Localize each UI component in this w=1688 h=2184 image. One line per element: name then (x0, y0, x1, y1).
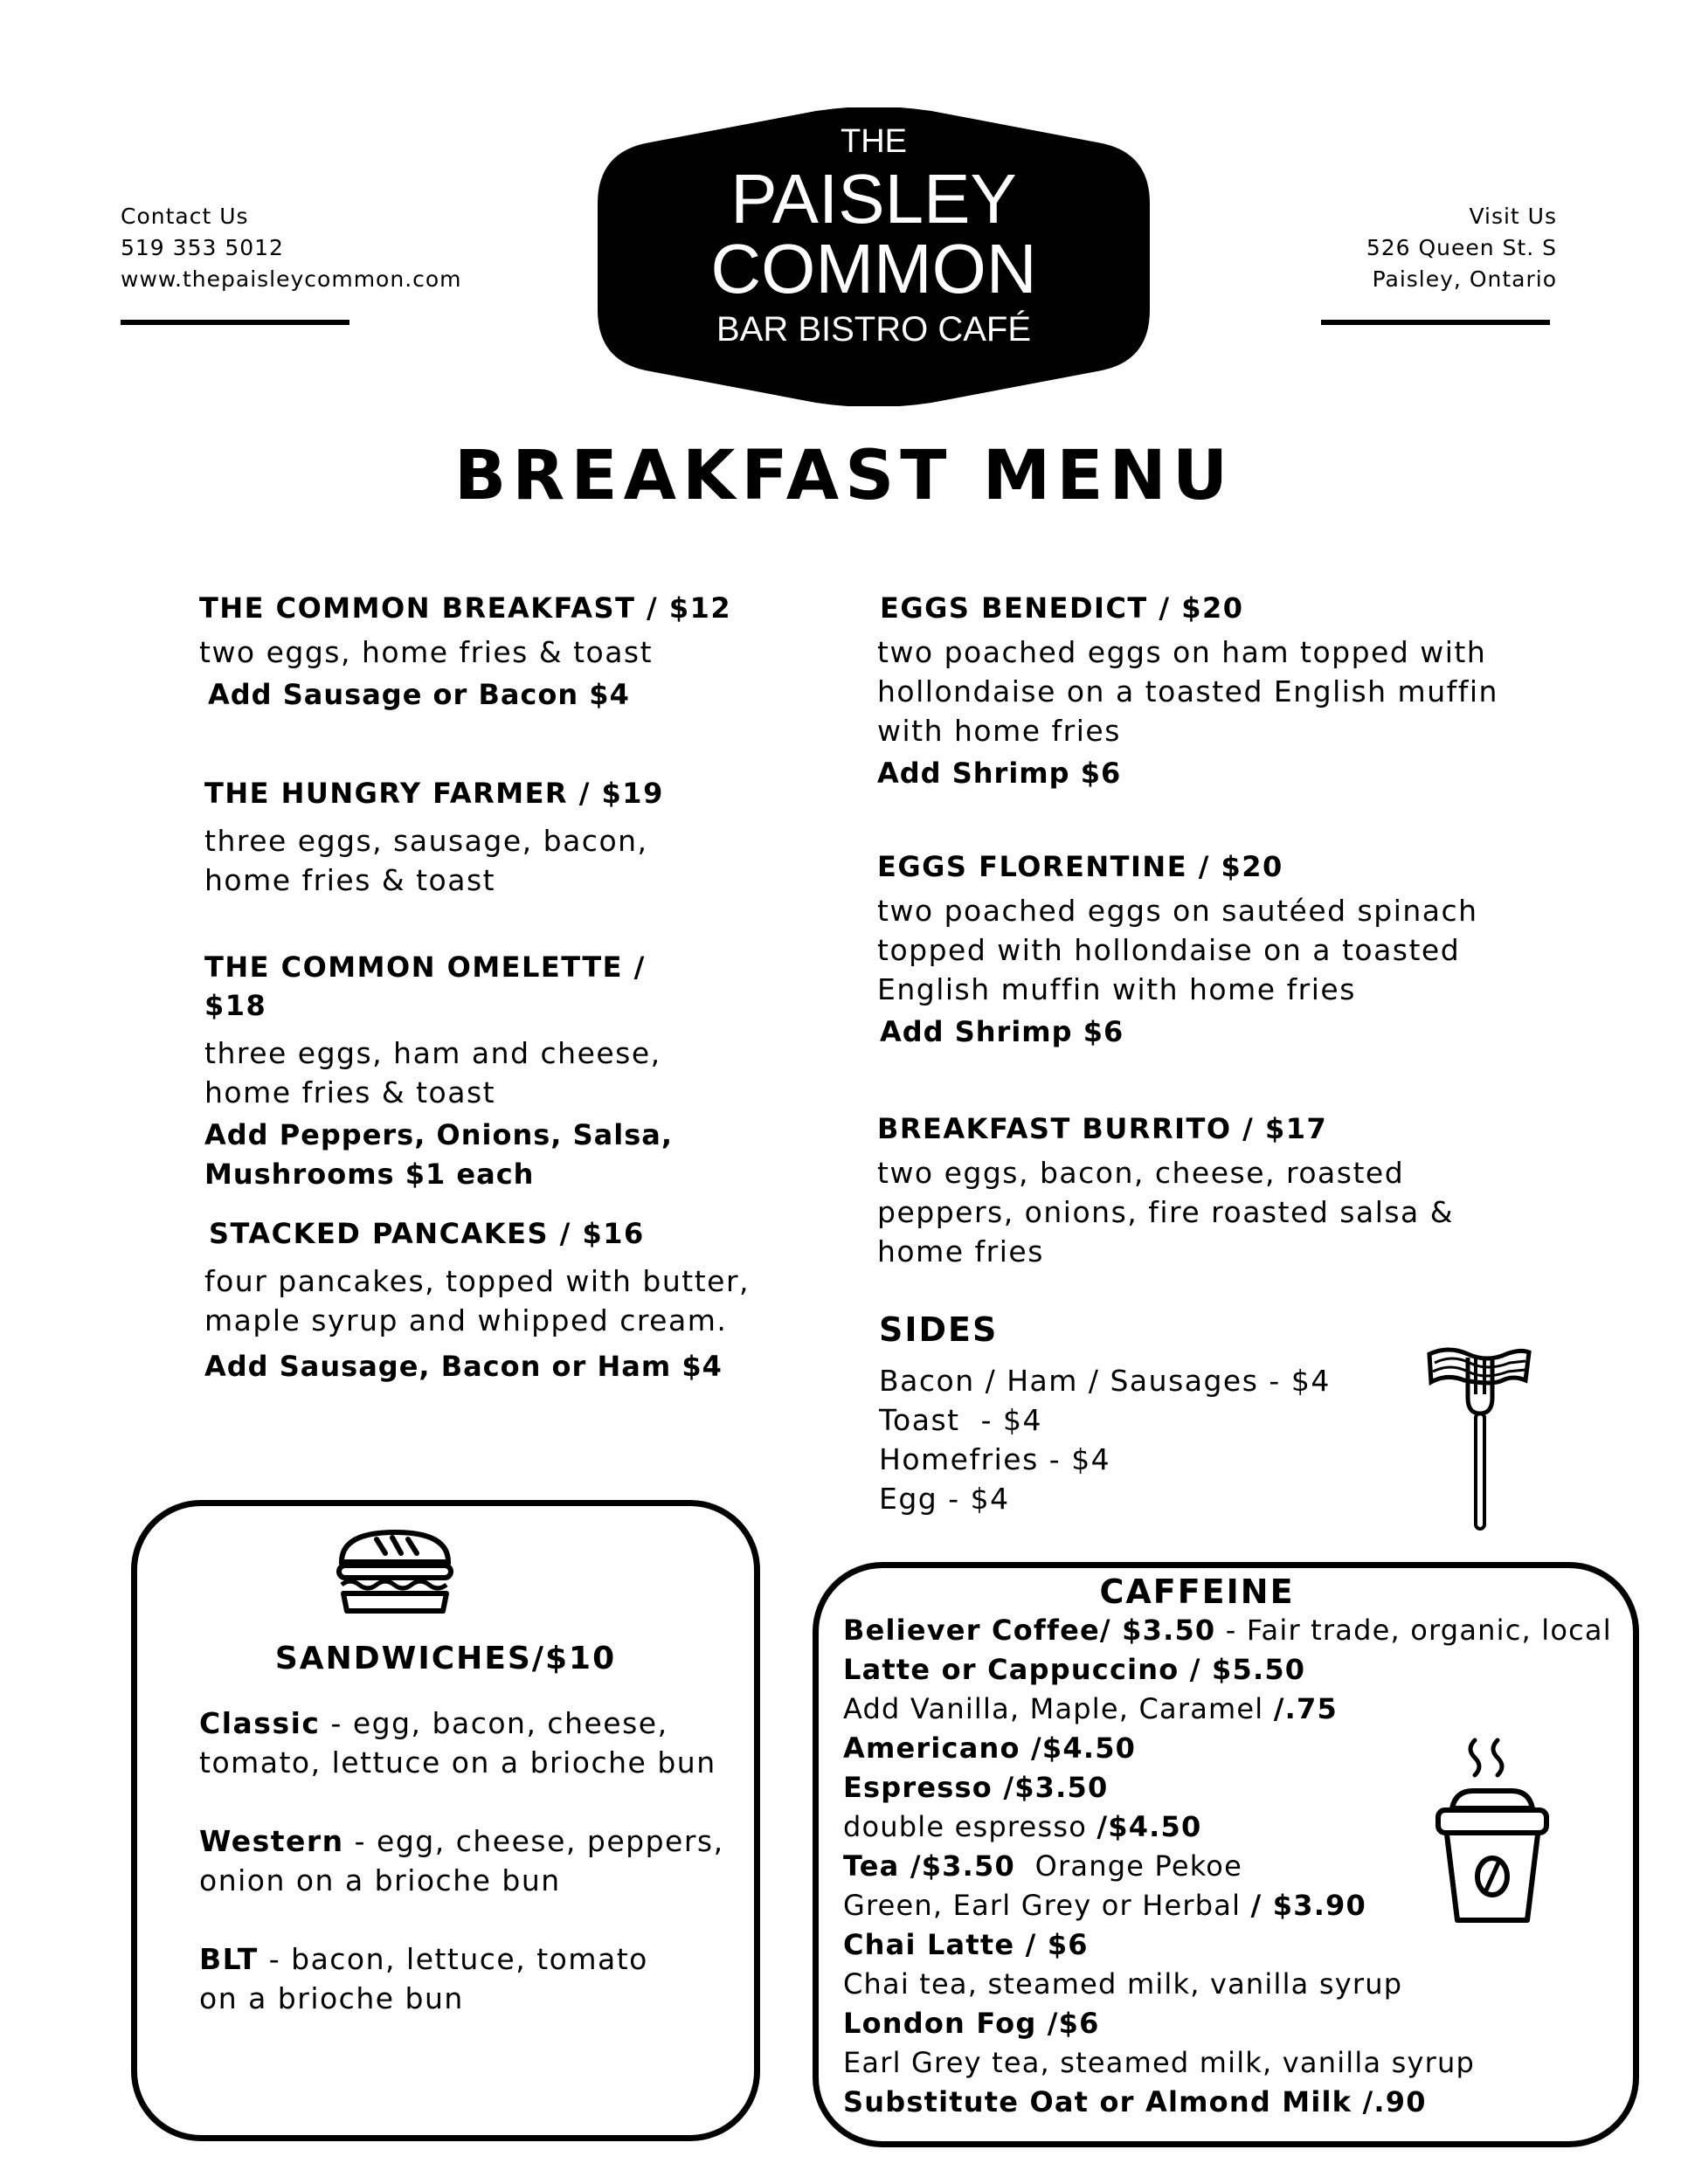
item-addon: Add Peppers, Onions, Salsa, Mushrooms $1 each (204, 1118, 673, 1191)
menu-item (199, 589, 758, 715)
menu-item (877, 847, 1506, 1052)
menu-item (204, 1214, 764, 1386)
visit-city: Paisley, Ontario (1372, 266, 1557, 292)
item-desc: two eggs, home fries & toast (199, 635, 654, 669)
drink-desc: Chai tea, steamed milk, vanilla syrup (843, 1967, 1403, 2001)
caffeine-line (843, 1611, 1612, 1650)
item-desc: two eggs, bacon, cheese, roasted peppers, onions, fire roasted salsa & home fries (877, 1156, 1455, 1268)
drink-desc: Earl Grey tea, steamed milk, vanilla syrup (843, 2046, 1476, 2079)
item-title: STACKED PANCAKES / $16 (209, 1217, 645, 1250)
caffeine-line (843, 2004, 1612, 2043)
menu-item (877, 589, 1506, 793)
sandwiches-list (199, 1704, 732, 2018)
caffeine-line (843, 1650, 1612, 1690)
sandwich-icon (336, 1527, 453, 1616)
drink-desc: - Fair trade, organic, local (1215, 1614, 1612, 1647)
sandwich-name: Western (199, 1824, 344, 1858)
logo-line2: COMMON (710, 230, 1037, 308)
sides-line: Homefries - $4 (879, 1442, 1111, 1476)
sides-line: Egg - $4 (879, 1482, 1010, 1516)
item-addon: Add Shrimp $6 (880, 1015, 1124, 1048)
sandwich-desc: - egg, cheese, peppers, onion on a brioche bun (199, 1824, 724, 1897)
list-item (199, 1821, 732, 1900)
sandwich-desc: - bacon, lettuce, tomato on a brioche bun (199, 1942, 648, 2015)
contact-rule (121, 320, 349, 325)
sandwich-name: BLT (199, 1942, 259, 1976)
drink-name: Chai Latte / $6 (843, 1928, 1089, 1961)
sides-line: Bacon / Ham / Sausages - $4 (879, 1364, 1331, 1398)
item-desc: three eggs, ham and cheese, home fries & toast (204, 1036, 661, 1109)
item-title: EGGS BENEDICT / $20 (880, 591, 1244, 625)
caffeine-line (843, 1925, 1612, 1965)
logo-line1: PAISLEY (730, 160, 1017, 238)
item-addon: Add Sausage or Bacon $4 (208, 678, 630, 711)
drink-price: /$4.50 (1097, 1810, 1202, 1843)
sides-section (879, 1310, 1368, 1518)
drink-name: Believer Coffee/ $3.50 (843, 1614, 1216, 1647)
page-title: BREAKFAST MENU (453, 437, 1235, 515)
logo-tagline: BAR BISTRO CAFÉ (716, 310, 1032, 349)
drink-name: Americano /$4.50 (843, 1731, 1137, 1765)
item-title: THE COMMON OMELETTE / $18 (204, 950, 646, 1022)
drink-price: /.75 (1273, 1692, 1338, 1725)
logo (598, 107, 1150, 406)
menu-item (877, 1109, 1471, 1271)
visit-rule (1321, 320, 1550, 325)
item-title: THE HUNGRY FARMER / $19 (204, 777, 664, 810)
caffeine-line (843, 2083, 1612, 2122)
menu-item (204, 774, 694, 900)
item-desc: two poached eggs on ham topped with hollondaise on a toasted English muffin with home fries (877, 635, 1498, 748)
contact-website: www.thepaisleycommon.com (121, 266, 462, 292)
drink-name: Latte or Cappuccino / $5.50 (843, 1653, 1306, 1686)
logo-the: THE (841, 123, 907, 160)
drink-desc: double espresso (843, 1810, 1097, 1843)
sides-line: Toast - $4 (879, 1403, 1042, 1437)
visit-street: 526 Queen St. S (1366, 235, 1557, 260)
item-addon: Add Sausage, Bacon or Ham $4 (204, 1350, 723, 1383)
item-addon: Add Shrimp $6 (877, 757, 1122, 790)
drink-name: Tea /$3.50 (843, 1849, 1015, 1883)
caffeine-line (843, 2043, 1612, 2083)
sandwich-desc: - egg, bacon, cheese, tomato, lettuce on a brioche bun (199, 1706, 716, 1780)
contact-label: Contact Us (121, 204, 249, 229)
contact-block (121, 201, 462, 295)
drink-desc: Orange Pekoe (1014, 1849, 1242, 1883)
item-title: THE COMMON BREAKFAST / $12 (199, 591, 732, 625)
list-item (199, 1939, 688, 2018)
drink-desc: Green, Earl Grey or Herbal (843, 1889, 1251, 1922)
drink-price: / $3.90 (1250, 1889, 1366, 1922)
item-desc: two poached eggs on sautéed spinach topped with hollondaise on a toasted English muffin with home fries (877, 894, 1478, 1006)
contact-phone: 519 353 5012 (121, 235, 284, 260)
drink-name: Substitute Oat or Almond Milk /.90 (843, 2085, 1427, 2118)
item-desc: three eggs, sausage, bacon, home fries & toast (204, 824, 648, 897)
sides-title: SIDES (879, 1310, 999, 1349)
list-item (199, 1704, 732, 1782)
visit-label: Visit Us (1469, 204, 1557, 229)
caffeine-line (843, 1965, 1612, 2004)
sandwich-name: Classic (199, 1706, 321, 1740)
drink-name: Espresso /$3.50 (843, 1771, 1109, 1804)
caffeine-line (843, 1690, 1612, 1729)
caffeine-title: CAFFEINE (1099, 1572, 1295, 1611)
item-title: BREAKFAST BURRITO / $17 (877, 1112, 1328, 1145)
bacon-fork-icon (1422, 1342, 1536, 1532)
item-desc: four pancakes, topped with butter, maple syrup and whipped cream. (204, 1264, 751, 1337)
menu-item (204, 948, 694, 1194)
drink-desc: Add Vanilla, Maple, Caramel (843, 1692, 1274, 1725)
visit-block (1366, 201, 1557, 295)
sandwiches-title: SANDWICHES/$10 (274, 1641, 617, 1676)
drink-name: London Fog /$6 (843, 2007, 1100, 2040)
coffee-cup-icon (1426, 1735, 1557, 1927)
item-title: EGGS FLORENTINE / $20 (877, 850, 1283, 883)
